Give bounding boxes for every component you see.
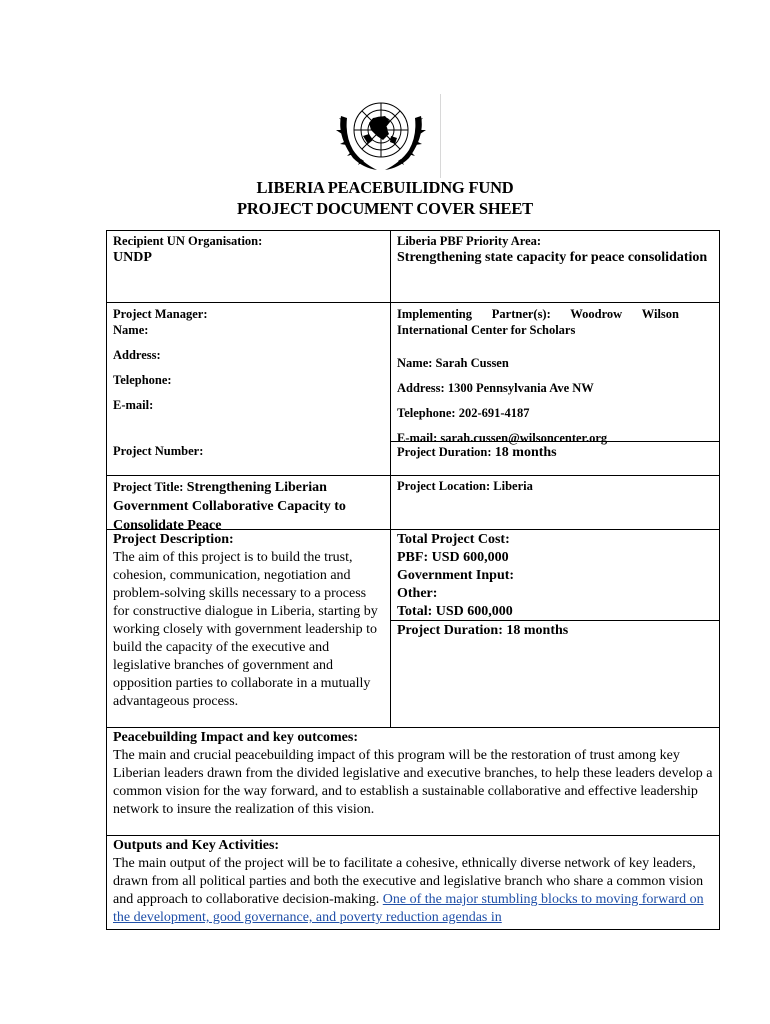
- manager-name: Name:: [113, 323, 149, 337]
- manager-telephone: Telephone:: [113, 373, 172, 387]
- recipient-value: UNDP: [113, 250, 152, 265]
- duration-value: 18 months: [494, 445, 557, 460]
- outputs-label: Outputs and Key Activities:: [113, 838, 280, 853]
- header-divider: [440, 94, 441, 178]
- un-emblem-icon: [333, 96, 429, 174]
- priority-cell: [397, 233, 715, 267]
- government-input: Government Input:: [397, 568, 515, 583]
- table-border-top: [106, 230, 720, 231]
- description-text: The aim of this project is to build the trust, cohesion, communication, negotiation and problem-solving skills necessary to a process for constructive dialogue in Liberia, starting by working closely with government leadership to build the capacity of the executive and legislative branches of government and opposition parties to collaborate in a mutually advantageous process.: [113, 550, 378, 709]
- outputs-text: The main output of the project will be to facilitate a cohesive, ethnically diverse network of key leaders, drawn from all political parties and both the executive and legislative branch who share a common vision and approach to collaborative decision-making.: [113, 856, 704, 907]
- impact-label: Peacebuilding Impact and key outcomes:: [113, 730, 358, 745]
- project-title-label: Project Title:: [113, 480, 184, 494]
- table-border-left: [106, 230, 107, 930]
- recipient-label: Recipient UN Organisation:: [113, 234, 263, 248]
- duration-label: Project Duration:: [397, 445, 492, 459]
- partner-label: Implementing Partner(s): Woodrow Wilson International Center for Scholars: [397, 307, 679, 337]
- partner-address: Address: 1300 Pennsylvania Ave NW: [397, 381, 594, 395]
- table-border-bottom: [106, 929, 720, 930]
- row-divider: [106, 727, 720, 728]
- manager-cell: [113, 306, 385, 413]
- project-location: Project Location: Liberia: [397, 479, 533, 493]
- priority-label: Liberia PBF Priority Area:: [397, 234, 542, 248]
- description-label: Project Description:: [113, 532, 234, 547]
- manager-email: E-mail:: [113, 398, 154, 412]
- partner-name: Name: Sarah Cussen: [397, 356, 509, 370]
- project-number-label: Project Number:: [113, 444, 204, 458]
- project-title-value: Strengthening Liberian Government Collaborative Capacity to Consolidate Peace: [113, 480, 346, 533]
- manager-address: Address:: [113, 348, 161, 362]
- table-border-right: [719, 230, 720, 930]
- partner-telephone: Telephone: 202-691-4187: [397, 406, 530, 420]
- recipient-cell: [113, 233, 385, 267]
- partner-cell: [397, 306, 679, 446]
- pbf-cost: PBF: USD 600,000: [397, 550, 509, 565]
- priority-value: Strengthening state capacity for peace consolidation: [397, 250, 708, 265]
- outputs-cell: [113, 837, 717, 927]
- manager-label: Project Manager:: [113, 307, 208, 321]
- partner-email: E-mail: sarah.cussen@wilsoncenter.org: [397, 431, 608, 445]
- project-duration-bottom: Project Duration: 18 months: [397, 623, 569, 638]
- duration-cell: [397, 444, 557, 462]
- cost-cell: [397, 531, 715, 621]
- row-divider: [106, 475, 720, 476]
- total-cost: Total: USD 600,000: [397, 604, 513, 619]
- project-title-cell: [113, 478, 383, 535]
- total-cost-label: Total Project Cost:: [397, 532, 510, 547]
- impact-text: The main and crucial peacebuilding impact of this program will be the restoration of trust among key Liberian leaders drawn from the divided legislative and executive branches, to help these leaders develop a common vision for the way forward, and to establish a sustainable collaborative and effective leadership network to insure the realization of this vision.: [113, 748, 713, 817]
- cover-sheet-table: [106, 230, 720, 930]
- row-divider: [106, 835, 720, 836]
- outputs-link[interactable]: One of the major stumbling blocks to moving forward on the development, good governance, and poverty reduction agendas in: [113, 892, 704, 925]
- column-divider: [390, 230, 391, 727]
- description-cell: [113, 531, 385, 711]
- document-subtitle: PROJECT DOCUMENT COVER SHEET: [237, 199, 533, 218]
- impact-cell: [113, 729, 713, 819]
- other-input: Other:: [397, 586, 438, 601]
- row-divider: [106, 302, 720, 303]
- document-title: LIBERIA PEACEBUILIDNG FUND: [256, 178, 514, 197]
